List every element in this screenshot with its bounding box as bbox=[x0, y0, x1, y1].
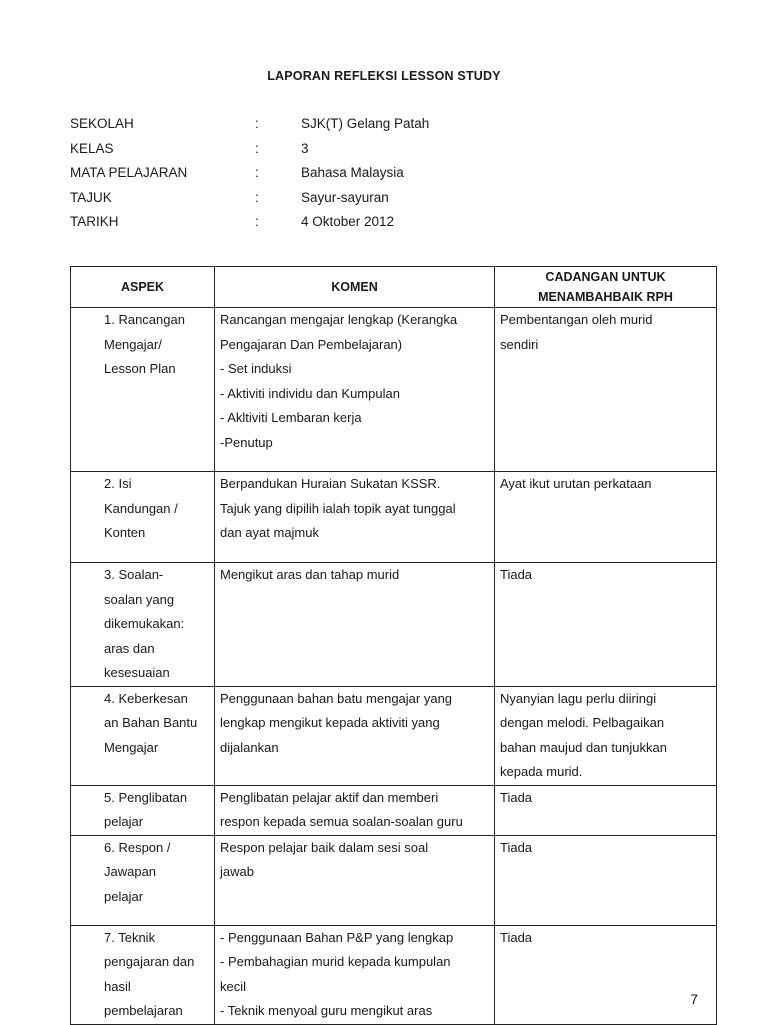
cell-line: 7. Teknik bbox=[104, 929, 156, 945]
cell-line: kesesuaian bbox=[104, 665, 170, 680]
cell-line: 1. Rancangan bbox=[104, 312, 185, 327]
cell-line: 6. Respon / bbox=[104, 839, 171, 855]
cell-line: Kandungan / bbox=[104, 500, 178, 516]
cell-aspek bbox=[71, 925, 215, 1024]
cell-line: hasil bbox=[104, 978, 131, 994]
cell-line: 2. Isi bbox=[104, 476, 132, 491]
cell-line: Jawapan bbox=[104, 864, 157, 879]
cell-line: an Bahan Bantu bbox=[104, 715, 198, 730]
info-row bbox=[70, 165, 429, 190]
cell-line: Tiada bbox=[500, 567, 533, 582]
cell-line: 4. Keberkesan bbox=[104, 690, 188, 706]
cell-line: - Set induksi bbox=[220, 361, 292, 376]
page-number: 7 bbox=[690, 991, 698, 1007]
cell-aspek bbox=[71, 835, 215, 925]
cell-line: sendiri bbox=[500, 336, 539, 352]
cell-line: soalan yang bbox=[104, 591, 175, 607]
info-row bbox=[70, 190, 429, 215]
cell-aspek bbox=[71, 472, 215, 563]
table-row bbox=[71, 472, 717, 563]
reflection-table bbox=[70, 266, 717, 1025]
info-label: MATA PELAJARAN bbox=[70, 165, 188, 180]
cell-line: Pembentangan oleh murid bbox=[500, 312, 653, 327]
cell-line: jawab bbox=[220, 864, 254, 879]
cell-line: - Penggunaan Bahan P&P yang lengkap bbox=[220, 929, 454, 945]
info-colon: : bbox=[255, 189, 259, 205]
header-aspek: ASPEK bbox=[71, 267, 215, 308]
document-title: LAPORAN REFLEKSI LESSON STUDY bbox=[267, 69, 501, 83]
cell-aspek bbox=[71, 785, 215, 835]
cell-line: kecil bbox=[220, 978, 247, 994]
cell-line: Mengajar bbox=[104, 739, 159, 755]
cell-line: dan ayat majmuk bbox=[220, 525, 319, 540]
info-value: Bahasa Malaysia bbox=[301, 165, 404, 180]
info-block bbox=[70, 116, 429, 239]
cell-line: Konten bbox=[104, 525, 146, 540]
cell-cadangan bbox=[495, 563, 717, 687]
cell-line: aras dan bbox=[104, 640, 155, 656]
info-colon: : bbox=[255, 165, 259, 180]
info-row bbox=[70, 214, 429, 239]
info-label: TARIKH bbox=[70, 214, 119, 229]
cell-cadangan bbox=[495, 308, 717, 472]
cell-line: pelajar bbox=[104, 814, 144, 829]
cell-line: dikemukakan: bbox=[104, 616, 185, 631]
info-row bbox=[70, 141, 429, 166]
table-header-row bbox=[71, 267, 717, 308]
cell-line: lengkap mengikut kepada aktiviti yang bbox=[220, 715, 440, 730]
cell-line: Penglibatan pelajar aktif dan memberi bbox=[220, 789, 439, 805]
info-row bbox=[70, 116, 429, 141]
cell-line: Respon pelajar baik dalam sesi soal bbox=[220, 839, 429, 855]
info-value: 4 Oktober 2012 bbox=[301, 214, 395, 229]
cell-komen bbox=[215, 308, 495, 472]
cell-line: Penggunaan bahan batu mengajar yang bbox=[220, 690, 453, 706]
cell-line: dengan melodi. Pelbagaikan bbox=[500, 715, 665, 730]
cell-line: Tiada bbox=[500, 839, 533, 855]
cell-line: pelajar bbox=[104, 888, 144, 904]
info-colon: : bbox=[255, 116, 259, 131]
cell-line: Lesson Plan bbox=[104, 361, 176, 376]
info-colon: : bbox=[255, 214, 259, 229]
cell-cadangan bbox=[495, 686, 717, 785]
cell-line: - Akltiviti Lembaran kerja bbox=[220, 410, 362, 425]
cell-line: pembelajaran bbox=[104, 1003, 183, 1018]
cell-komen bbox=[215, 563, 495, 687]
info-label: KELAS bbox=[70, 140, 114, 156]
cell-aspek bbox=[71, 308, 215, 472]
cell-line: -Penutup bbox=[220, 434, 273, 450]
cell-cadangan bbox=[495, 835, 717, 925]
cell-line: pengajaran dan bbox=[104, 954, 195, 969]
cell-aspek bbox=[71, 563, 215, 687]
table-row bbox=[71, 686, 717, 785]
cell-cadangan bbox=[495, 925, 717, 1024]
cell-cadangan bbox=[495, 785, 717, 835]
table-row bbox=[71, 835, 717, 925]
header-komen: KOMEN bbox=[215, 267, 495, 308]
info-colon: : bbox=[255, 140, 259, 156]
cell-line: 5. Penglibatan bbox=[104, 789, 188, 805]
cell-line: Mengajar/ bbox=[104, 336, 162, 352]
cell-line: 3. Soalan- bbox=[104, 567, 164, 582]
header-cadangan: CADANGAN UNTUK MENAMBAHBAIK RPH bbox=[495, 267, 717, 308]
cell-line: - Pembahagian murid kepada kumpulan bbox=[220, 954, 451, 969]
cell-line: Rancangan mengajar lengkap (Kerangka bbox=[220, 312, 458, 327]
info-value: 3 bbox=[301, 140, 309, 156]
cell-line: Nyanyian lagu perlu diiringi bbox=[500, 690, 657, 706]
info-value: Sayur-sayuran bbox=[301, 189, 389, 205]
cell-aspek bbox=[71, 686, 215, 785]
cell-line: dijalankan bbox=[220, 739, 279, 755]
cell-cadangan bbox=[495, 472, 717, 563]
cell-line: bahan maujud dan tunjukkan bbox=[500, 739, 667, 755]
cell-komen bbox=[215, 925, 495, 1024]
cell-komen bbox=[215, 472, 495, 563]
cell-line: Tiada bbox=[500, 789, 533, 805]
cell-line: Berpandukan Huraian Sukatan KSSR. bbox=[220, 476, 441, 491]
info-value: SJK(T) Gelang Patah bbox=[301, 116, 430, 131]
info-label: SEKOLAH bbox=[70, 116, 134, 131]
cell-komen bbox=[215, 835, 495, 925]
table-row bbox=[71, 308, 717, 472]
info-label: TAJUK bbox=[70, 189, 112, 205]
table-row bbox=[71, 785, 717, 835]
table-row bbox=[71, 563, 717, 687]
cell-line: respon kepada semua soalan-soalan guru bbox=[220, 814, 463, 829]
cell-line: Pengajaran Dan Pembelajaran) bbox=[220, 336, 403, 352]
cell-komen bbox=[215, 686, 495, 785]
cell-line: Tajuk yang dipilih ialah topik ayat tunggal bbox=[220, 500, 456, 516]
cell-line: - Aktiviti individu dan Kumpulan bbox=[220, 385, 400, 401]
cell-komen bbox=[215, 785, 495, 835]
cell-line: - Teknik menyoal guru mengikut aras bbox=[220, 1003, 433, 1018]
cell-line: kepada murid. bbox=[500, 764, 583, 779]
cell-line: Mengikut aras dan tahap murid bbox=[220, 567, 400, 582]
table-row bbox=[71, 925, 717, 1024]
cell-line: Ayat ikut urutan perkataan bbox=[500, 476, 652, 491]
cell-line: Tiada bbox=[500, 929, 533, 945]
